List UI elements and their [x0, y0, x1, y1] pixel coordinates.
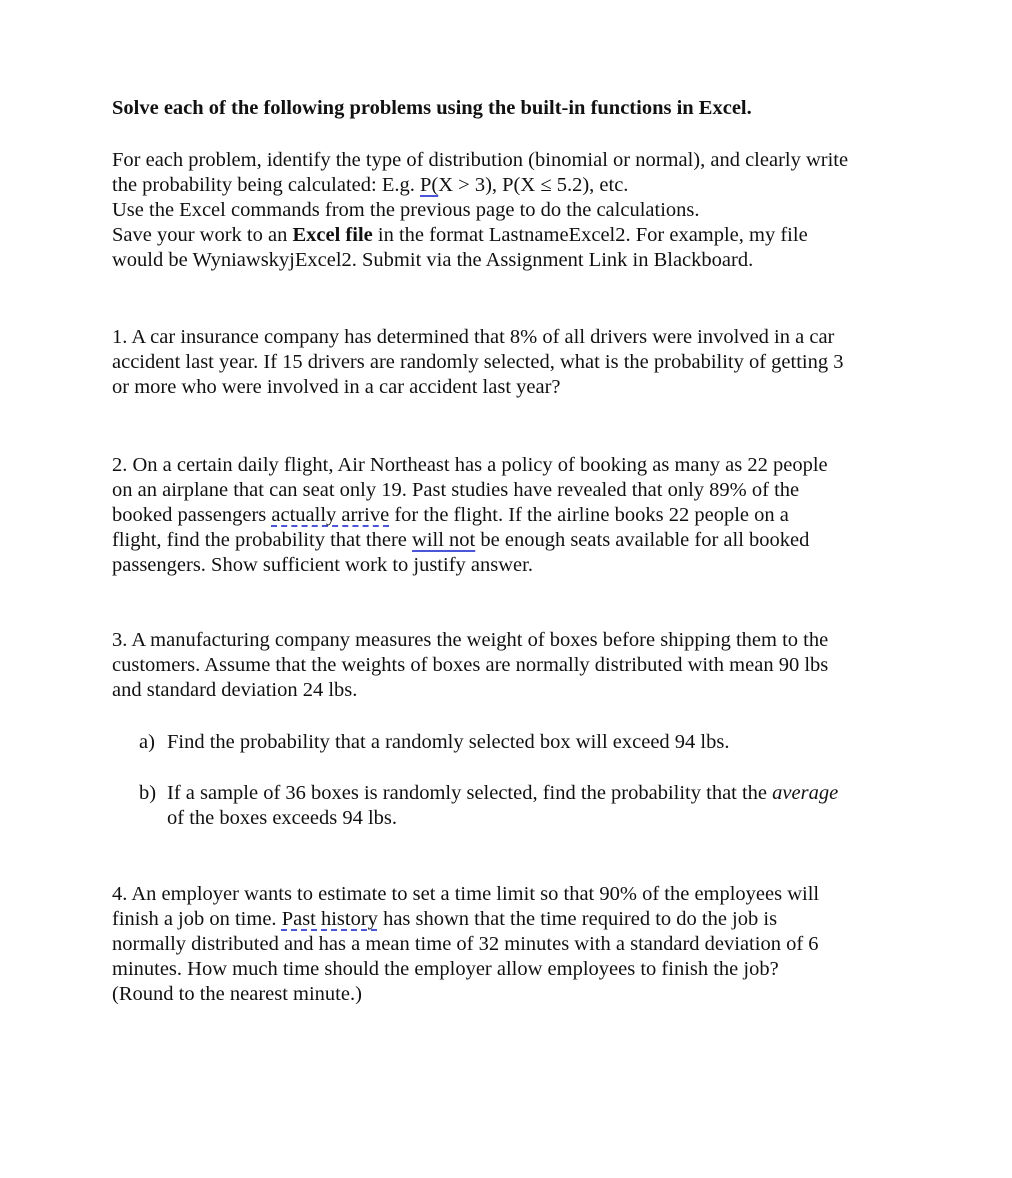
intro-line-4 [112, 223, 912, 248]
problem-2-line-3-rest: for the flight. If the airline books 22 people on a [389, 504, 789, 526]
problem-2-line-3-text: booked passengers [112, 504, 272, 526]
intro-line-2-rest: X > 3), P(X ≤ 5.2), etc. [438, 174, 629, 196]
problem-4-line-2-rest: has shown that the time required to do the job is [377, 908, 778, 930]
problem-2-line-5: passengers. Show sufficient work to justify answer. [112, 554, 533, 576]
problem-3-line-1: 3. A manufacturing company measures the weight of boxes before shipping them to the [112, 629, 829, 651]
intro-line-2-text: the probability being calculated: E.g. [112, 174, 420, 196]
problem-4-line-5: (Round to the nearest minute.) [112, 983, 362, 1005]
intro-line-2 [112, 173, 912, 198]
problem-3 [112, 628, 912, 703]
instructions-title [112, 96, 912, 121]
part-b-line-1 [139, 781, 838, 806]
problem-1-line-1: 1. A car insurance company has determined that 8% of all drivers were involved in a car [112, 326, 835, 348]
problem-2-line-3 [112, 503, 912, 528]
average-italic: average [772, 782, 839, 804]
problem-4-line-4: minutes. How much time should the employer allow employees to finish the job? [112, 958, 779, 980]
part-a-text: Find the probability that a randomly selected box will exceed 94 lbs. [167, 731, 730, 753]
problem-4 [112, 882, 912, 1007]
grammar-underline: Past history [281, 908, 378, 930]
problem-3-line-2: customers. Assume that the weights of boxes are normally distributed with mean 90 lbs [112, 654, 829, 676]
excel-file-bold: Excel file [292, 224, 373, 246]
problem-4-line-1: 4. An employer wants to estimate to set a time limit so that 90% of the employees will [112, 883, 820, 905]
problem-2-line-1: 2. On a certain daily flight, Air Northeast has a policy of booking as many as 22 people [112, 454, 828, 476]
problem-3-line-3: and standard deviation 24 lbs. [112, 679, 358, 701]
problem-1-line-3: or more who were involved in a car accident last year? [112, 376, 561, 398]
problem-4-line-3: normally distributed and has a mean time of 32 minutes with a standard deviation of 6 [112, 933, 819, 955]
instructions-intro [112, 148, 912, 273]
intro-line-3: Use the Excel commands from the previous page to do the calculations. [112, 199, 700, 221]
problem-4-line-2 [112, 907, 912, 932]
intro-line-1: For each problem, identify the type of distribution (binomial or normal), and clearly write [112, 149, 849, 171]
spacing-underline: will not [412, 529, 476, 551]
problem-2-line-4 [112, 528, 912, 553]
problem-4-line-2-text: finish a job on time. [112, 908, 282, 930]
intro-line-4-rest: in the format LastnameExcel2. For example, my file [372, 224, 808, 246]
problem-2 [112, 453, 912, 578]
grammar-underline: actually arrive [271, 504, 390, 526]
problem-2-line-2: on an airplane that can seat only 19. Past studies have revealed that only 89% of the [112, 479, 800, 501]
intro-line-5: would be WyniawskyjExcel2. Submit via the Assignment Link in Blackboard. [112, 249, 754, 271]
part-b-text: If a sample of 36 boxes is randomly selected, find the probability that the [167, 782, 773, 804]
problem-3-part-a [139, 730, 729, 755]
part-a-label: a) [139, 731, 155, 753]
part-b-label: b) [139, 782, 157, 804]
problem-3-part-b [139, 781, 838, 831]
spellcheck-underline: P( [419, 174, 439, 196]
problem-1 [112, 325, 912, 400]
problem-1-line-2: accident last year. If 15 drivers are randomly selected, what is the probability of getting 3 [112, 351, 844, 373]
problem-2-line-4-text: flight, find the probability that there [112, 529, 413, 551]
intro-line-4-text: Save your work to an [112, 224, 293, 246]
problem-2-line-4-rest: be enough seats available for all booked [475, 529, 810, 551]
part-b-line-2: of the boxes exceeds 94 lbs. [167, 807, 397, 829]
title-line: Solve each of the following problems using the built-in functions in Excel. [112, 97, 752, 119]
